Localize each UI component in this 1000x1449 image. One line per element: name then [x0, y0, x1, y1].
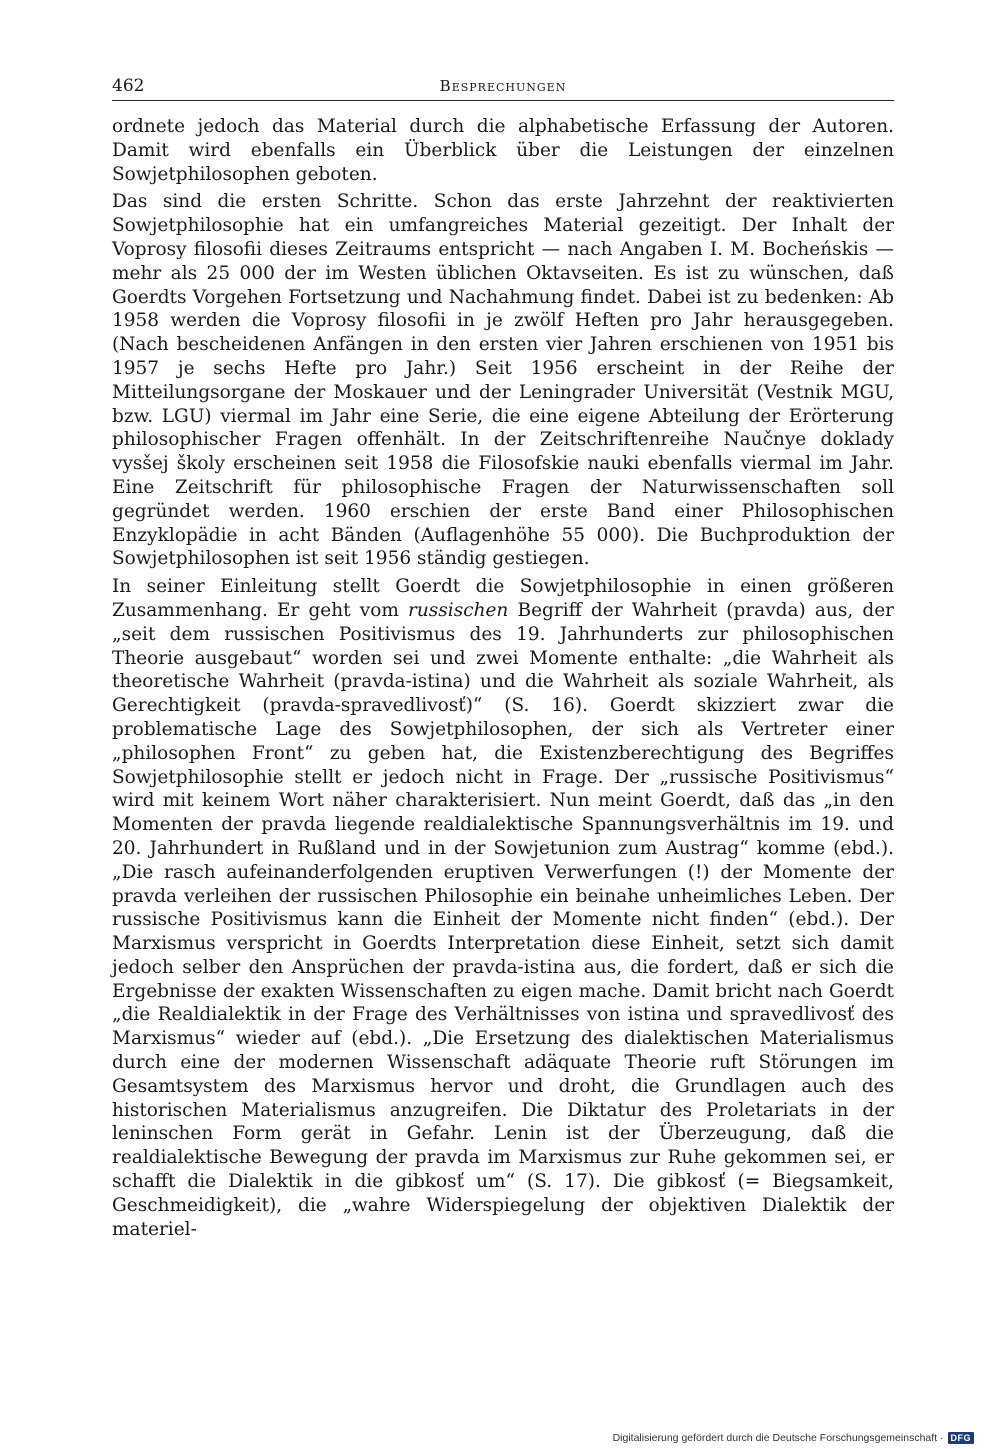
- paragraph: [112, 575, 894, 1241]
- digitization-credit: [613, 1432, 974, 1444]
- page-number: 462: [112, 76, 145, 96]
- credit-text: Digitalisierung gefördert durch die Deutsche Forschungsgemeinschaft ·: [612, 1432, 944, 1444]
- body-text: [112, 115, 894, 1241]
- text-run: Begriff der Wahrheit (pravda) aus, der „seit dem russischen Positivismus des 19. Jahrhunderts zur philosophischen Theorie ausgebaut“ worden sei und zwei Momente enthalte: „die Wahrheit als theoretische Wahrheit (pravda-istina) und die Wahrheit als soziale Wahrheit, als Gerechtigkeit (pravda-spravedlivosť)“ (S. 16). Goerdt skizziert zwar die problematische Lage des Sowjetphilosophen, der sich als Vertreter einer „philosophen Front“ zu geben hat, die Existenzberechtigung des Begriffes Sowjetphilosophie stellt er jedoch nicht in Frage. Der „russische Positivismus“ wird mit keinem Wort näher charakterisiert. Nun meint Goerdt, daß das „in den Momenten der pravda liegende realdialektische Spannungsverhältnis im 19. und 20. Jahrhundert in Rußland und in der Sowjetunion zum Austrag“ komme (ebd.). „Die rasch aufeinanderfolgenden eruptiven Verwerfungen (!) der Momente der pravda verleihen der russischen Philosophie ein beinahe unheimliches Leben. Der russische Positivismus kann die Einheit der Momente nicht finden“ (ebd.). Der Marxismus verspricht in Goerdts Interpretation diese Einheit, setzt sich damit jedoch selber den Ansprüchen der pravda-istina aus, die fordert, daß er sich die Ergebnisse der exakten Wissenschaften zu eigen mache. Damit bricht nach Goerdt „die Realdialektik in der Frage des Verhältnisses von istina und spravedlivosť des Marxismus“ wieder auf (ebd.). „Die Ersetzung des dialektischen Materialismus durch eine der modernen Wissenschaft adäquate Theorie ruft Störungen im Gesamtsystem des Marxismus hervor und droht, die Grundlagen auch des historischen Materialismus anzugreifen. Die Diktatur des Proletariats in der leninschen Form gerät in Gefahr. Lenin ist der Überzeugung, daß die realdialektische Bewegung der pravda im Marxismus zur Ruhe gekommen sei, er schafft die Dialektik in die gibkosť um“ (S. 17). Die gibkosť (= Biegsamkeit, Geschmeidigkeit), die „wahre Widerspiegelung der objektiven Dialektik der materiel-: [112, 599, 894, 1240]
- text-run: ordnete jedoch das Material durch die alphabetische Erfassung der Autoren. Damit wird ebenfalls ein Überblick über die Leistungen der einzelnen Sowjetphilosophen geboten.: [112, 116, 894, 185]
- page-header: [112, 76, 894, 101]
- text-run: In seiner Einleitung stellt Goerdt die Sowjetphilosophie in einen größeren Zusammenhang. Er geht vom: [112, 576, 894, 621]
- italic-text-run: russischen: [408, 599, 509, 621]
- document-page: [112, 76, 894, 1245]
- paragraph: [112, 190, 894, 571]
- dfg-logo: DFG: [948, 1432, 975, 1444]
- running-head: Besprechungen: [439, 77, 567, 95]
- text-run: Das sind die ersten Schritte. Schon das erste Jahrzehnt der reaktivierten Sowjetphilosophie hat ein umfangreiches Material gezeitigt. Der Inhalt der Voprosy filosofii dieses Zeitraums entspricht — nach Angaben I. M. Bocheńskis — mehr als 25 000 der im Westen üblichen Oktavseiten. Es ist zu wünschen, daß Goerdts Vorgehen Fortsetzung und Nachahmung findet. Dabei ist zu bedenken: Ab 1958 werden die Voprosy filosofii in je zwölf Heften pro Jahr herausgegeben. (Nach bescheidenen Anfängen in den ersten vier Jahren erschienen von 1951 bis 1957 je sechs Hefte pro Jahr.) Seit 1956 erscheint in der Reihe der Mitteilungsorgane der Moskauer und der Leningrader Universität (Vestnik MGU, bzw. LGU) viermal im Jahr eine Serie, die eine eigene Abteilung der Erörterung philosophischer Fragen offenhält. In der Zeitschriftenreihe Naučnye doklady vysšej školy erscheinen seit 1958 die Filosofskie nauki ebenfalls viermal im Jahr. Eine Zeitschrift für philosophische Fragen der Naturwissenschaften soll gegründet werden. 1960 erschien der erste Band einer Philosophischen Enzyklopädie in acht Bänden (Auflagenhöhe 55 000). Die Buchproduktion der Sowjetphilosophen ist seit 1956 ständig gestiegen.: [112, 191, 894, 570]
- paragraph: [112, 115, 894, 186]
